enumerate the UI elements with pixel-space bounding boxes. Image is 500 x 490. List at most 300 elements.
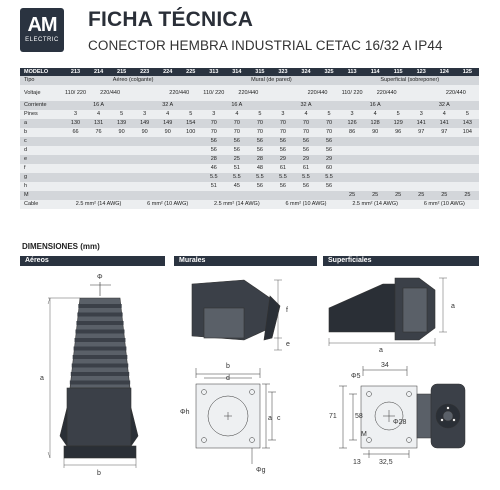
- model-cell: 123: [410, 68, 433, 76]
- table-cell: [410, 173, 433, 182]
- table-cell: [87, 155, 110, 164]
- voltaje-cell: [271, 85, 294, 101]
- table-cell: 70: [271, 128, 294, 137]
- table-cell: [179, 155, 202, 164]
- table-row-voltaje: [20, 85, 479, 101]
- table-cell: 56: [271, 146, 294, 155]
- row-label: MODELO: [20, 68, 64, 76]
- table-cell: [294, 191, 317, 200]
- row-label: M: [20, 191, 64, 200]
- table-row: [20, 173, 479, 182]
- voltaje-cell: 220/440: [433, 85, 479, 101]
- table-cell: 25: [410, 191, 433, 200]
- table-cell: 3: [410, 110, 433, 119]
- table-row: [20, 128, 479, 137]
- cable-cell: 2.5 mm² (14 AWG): [341, 200, 410, 209]
- table-cell: 5.5: [225, 173, 248, 182]
- table-cell: [110, 137, 133, 146]
- table-cell: [133, 182, 156, 191]
- dim-label-58: 58: [355, 413, 363, 420]
- table-cell: 25: [433, 191, 456, 200]
- table-cell: [64, 182, 87, 191]
- company-logo: [20, 8, 64, 52]
- table-row: [20, 164, 479, 173]
- voltaje-cell: 220/440: [294, 85, 340, 101]
- table-cell: [133, 173, 156, 182]
- corriente-cell: 32 A: [271, 101, 340, 110]
- table-cell: 48: [248, 164, 271, 173]
- table-cell: [87, 182, 110, 191]
- table-cell: [364, 182, 387, 191]
- table-cell: [156, 137, 179, 146]
- table-cell: 70: [202, 119, 225, 128]
- connector-rib: [77, 313, 122, 317]
- table-cell: 4: [433, 110, 456, 119]
- table-cell: 25: [387, 191, 410, 200]
- table-cell: [456, 155, 479, 164]
- corriente-cell: 16 A: [202, 101, 271, 110]
- dim-label-b: b: [97, 470, 101, 477]
- table-cell: 56: [271, 137, 294, 146]
- table-cell: 96: [387, 128, 410, 137]
- table-cell: 56: [294, 137, 317, 146]
- table-cell: 130: [64, 119, 87, 128]
- table-cell: 5.5: [318, 173, 341, 182]
- table-cell: [156, 164, 179, 173]
- table-cell: [364, 155, 387, 164]
- table-cell: 28: [202, 155, 225, 164]
- table-cell: [225, 191, 248, 200]
- dim-label-q: a: [451, 303, 455, 310]
- section-bar-aereos: Aéreos: [20, 256, 165, 266]
- table-row: [20, 182, 479, 191]
- table-cell: [133, 155, 156, 164]
- model-cell: 115: [387, 68, 410, 76]
- table-cell: 5: [248, 110, 271, 119]
- table-cell: 56: [248, 182, 271, 191]
- table-cell: 154: [179, 119, 202, 128]
- table-cell: 51: [225, 164, 248, 173]
- dim-label-phi-g: Φg: [256, 467, 266, 474]
- table-cell: [341, 155, 364, 164]
- table-cell: [156, 173, 179, 182]
- table-cell: [156, 182, 179, 191]
- table-cell: [179, 191, 202, 200]
- table-cell: 139: [110, 119, 133, 128]
- table-cell: 25: [456, 191, 479, 200]
- table-cell: 61: [294, 164, 317, 173]
- section-bar-superficiales: Superficiales: [323, 256, 479, 266]
- table-cell: 5: [387, 110, 410, 119]
- table-cell: 56: [318, 146, 341, 155]
- model-cell: 213: [64, 68, 87, 76]
- table-cell: 46: [202, 164, 225, 173]
- dim-label-f: f: [286, 307, 288, 314]
- table-cell: [64, 155, 87, 164]
- connector-rib: [74, 347, 127, 351]
- superficiales-drawing: [323, 268, 479, 482]
- table-cell: 70: [318, 128, 341, 137]
- connector-rib: [76, 330, 125, 334]
- table-cell: [87, 137, 110, 146]
- table-cell: [87, 146, 110, 155]
- table-cell: 56: [248, 146, 271, 155]
- voltaje-cell: 110/ 220: [341, 85, 364, 101]
- section-bar-murales: Murales: [174, 256, 317, 266]
- table-cell: [410, 146, 433, 155]
- table-cell: [248, 191, 271, 200]
- table-cell: 149: [156, 119, 179, 128]
- table-cell: 97: [433, 128, 456, 137]
- table-cell: 3: [202, 110, 225, 119]
- table-cell: 97: [410, 128, 433, 137]
- dim-label-34: 34: [381, 362, 389, 369]
- table-cell: [179, 173, 202, 182]
- table-cell: 3: [64, 110, 87, 119]
- table-cell: [410, 137, 433, 146]
- table-cell: 70: [294, 119, 317, 128]
- model-cell: 315: [248, 68, 271, 76]
- table-cell: 56: [248, 137, 271, 146]
- dim-label-b: b: [226, 363, 230, 370]
- table-cell: [433, 137, 456, 146]
- table-cell: [433, 155, 456, 164]
- table-cell: 61: [271, 164, 294, 173]
- table-cell: 90: [364, 128, 387, 137]
- voltaje-cell: 110/ 220: [202, 85, 225, 101]
- dim-label-71: 71: [329, 413, 337, 420]
- table-row: [20, 146, 479, 155]
- row-label: a: [20, 119, 64, 128]
- model-cell: 224: [156, 68, 179, 76]
- table-cell: [364, 146, 387, 155]
- table-cell: [387, 164, 410, 173]
- dim-label-phi28: Φ28: [393, 419, 407, 426]
- table-cell: 4: [156, 110, 179, 119]
- table-cell: [202, 191, 225, 200]
- dim-label-32-5: 32,5: [379, 459, 393, 466]
- table-cell: [64, 173, 87, 182]
- table-cell: [433, 182, 456, 191]
- model-cell: 323: [271, 68, 294, 76]
- table-cell: 45: [225, 182, 248, 191]
- table-cell: [410, 155, 433, 164]
- table-cell: 25: [341, 191, 364, 200]
- table-cell: 3: [341, 110, 364, 119]
- table-cell: [133, 137, 156, 146]
- table-cell: 100: [179, 128, 202, 137]
- table-cell: 56: [318, 182, 341, 191]
- connector-rib: [71, 372, 129, 376]
- table-cell: 29: [318, 155, 341, 164]
- table-cell: [364, 164, 387, 173]
- table-cell: 129: [387, 119, 410, 128]
- cable-cell: 2.5 mm² (14 AWG): [202, 200, 271, 209]
- table-cell: [341, 146, 364, 155]
- table-cell: 104: [456, 128, 479, 137]
- table-cell: [133, 191, 156, 200]
- table-cell: [364, 137, 387, 146]
- table-cell: [110, 155, 133, 164]
- table-row-tipo: [20, 76, 479, 85]
- spec-table: [20, 68, 479, 209]
- table-cell: 86: [341, 128, 364, 137]
- table-cell: [179, 146, 202, 155]
- table-cell: [387, 173, 410, 182]
- table-cell: 141: [410, 119, 433, 128]
- table-cell: [341, 137, 364, 146]
- row-label: Corriente: [20, 101, 64, 110]
- tipo-cell: Mural (de pared): [202, 76, 340, 85]
- table-cell: 126: [341, 119, 364, 128]
- table-cell: [87, 173, 110, 182]
- table-cell: 56: [318, 137, 341, 146]
- row-label: Pines: [20, 110, 64, 119]
- cable-cell: 6 mm² (10 AWG): [271, 200, 340, 209]
- table-cell: 143: [456, 119, 479, 128]
- row-label: f: [20, 164, 64, 173]
- table-cell: 25: [225, 155, 248, 164]
- table-row-cable: [20, 200, 479, 209]
- voltaje-cell: 220/440: [156, 85, 202, 101]
- row-label: Cable: [20, 200, 64, 209]
- dim-label-c: c: [277, 415, 281, 422]
- table-cell: 51: [202, 182, 225, 191]
- table-cell: 3: [271, 110, 294, 119]
- table-cell: 90: [156, 128, 179, 137]
- table-cell: [156, 191, 179, 200]
- table-cell: 5.5: [294, 173, 317, 182]
- table-cell: [133, 164, 156, 173]
- table-cell: 5: [456, 110, 479, 119]
- tipo-cell: Aéreo (colgante): [64, 76, 202, 85]
- corriente-cell: 16 A: [64, 101, 133, 110]
- model-cell: 325: [318, 68, 341, 76]
- row-label: Tipo: [20, 76, 64, 85]
- row-label: e: [20, 155, 64, 164]
- table-row-corriente: [20, 101, 479, 110]
- dim-label-13: 13: [353, 459, 361, 466]
- table-cell: [456, 137, 479, 146]
- row-label: g: [20, 173, 64, 182]
- connector-rib: [73, 355, 128, 359]
- table-cell: 149: [133, 119, 156, 128]
- table-cell: 70: [248, 128, 271, 137]
- table-cell: [456, 182, 479, 191]
- table-cell: 25: [364, 191, 387, 200]
- table-cell: [179, 164, 202, 173]
- page-subtitle: CONECTOR HEMBRA INDUSTRIAL CETAC 16/32 A IP44: [88, 38, 443, 53]
- table-cell: 66: [64, 128, 87, 137]
- model-cell: 124: [433, 68, 456, 76]
- table-cell: 5: [110, 110, 133, 119]
- model-cell: 223: [133, 68, 156, 76]
- dim-label-d: d: [226, 375, 230, 382]
- table-cell: 70: [318, 119, 341, 128]
- table-cell: [364, 173, 387, 182]
- cable-cell: 2.5 mm² (14 AWG): [64, 200, 133, 209]
- table-cell: [64, 191, 87, 200]
- table-cell: 5.5: [271, 173, 294, 182]
- connector-rib: [76, 321, 123, 325]
- aereos-drawing: [20, 268, 165, 482]
- table-cell: [410, 182, 433, 191]
- table-cell: [87, 164, 110, 173]
- cable-cell: 6 mm² (10 AWG): [133, 200, 202, 209]
- tipo-cell: Superficial (sobreponer): [341, 76, 479, 85]
- murales-drawing: [174, 268, 317, 482]
- table-cell: 5: [179, 110, 202, 119]
- corriente-cell: 32 A: [133, 101, 202, 110]
- corriente-cell: 16 A: [341, 101, 410, 110]
- model-cell: 215: [110, 68, 133, 76]
- row-label: Voltaje: [20, 85, 64, 101]
- table-cell: [110, 164, 133, 173]
- table-cell: 70: [225, 128, 248, 137]
- table-cell: 56: [294, 146, 317, 155]
- table-cell: 4: [294, 110, 317, 119]
- voltaje-cell: [133, 85, 156, 101]
- table-cell: [433, 146, 456, 155]
- model-cell: 114: [364, 68, 387, 76]
- table-cell: [64, 137, 87, 146]
- table-cell: 90: [133, 128, 156, 137]
- table-cell: [341, 164, 364, 173]
- table-cell: [387, 155, 410, 164]
- table-cell: 70: [202, 128, 225, 137]
- table-cell: 5.5: [248, 173, 271, 182]
- model-cell: 214: [87, 68, 110, 76]
- table-cell: 70: [294, 128, 317, 137]
- voltaje-cell: [410, 85, 433, 101]
- dimensions-title: DIMENSIONES (mm): [22, 242, 100, 251]
- table-cell: [318, 191, 341, 200]
- table-cell: [110, 182, 133, 191]
- model-cell: 125: [456, 68, 479, 76]
- table-cell: 4: [87, 110, 110, 119]
- table-cell: 70: [248, 119, 271, 128]
- table-cell: 76: [87, 128, 110, 137]
- logo-text: AM: [27, 14, 57, 36]
- table-cell: 29: [294, 155, 317, 164]
- table-cell: 141: [433, 119, 456, 128]
- table-cell: [433, 173, 456, 182]
- voltaje-cell: 220/440: [225, 85, 271, 101]
- table-cell: [410, 164, 433, 173]
- table-row: [20, 155, 479, 164]
- dim-label-a: a: [268, 415, 272, 422]
- table-cell: [179, 137, 202, 146]
- table-cell: [64, 164, 87, 173]
- table-row: [20, 137, 479, 146]
- table-cell: 5.5: [202, 173, 225, 182]
- table-cell: [387, 182, 410, 191]
- table-row-model: [20, 68, 479, 76]
- connector-rib: [78, 304, 121, 308]
- table-cell: 70: [271, 119, 294, 128]
- table-cell: [87, 191, 110, 200]
- table-cell: 131: [87, 119, 110, 128]
- dim-label-phi5: Φ5: [351, 373, 361, 380]
- dim-label-a: a: [379, 347, 383, 354]
- row-label: c: [20, 137, 64, 146]
- table-cell: 128: [364, 119, 387, 128]
- row-label: d: [20, 146, 64, 155]
- table-cell: [271, 191, 294, 200]
- table-cell: [156, 146, 179, 155]
- table-cell: 3: [133, 110, 156, 119]
- table-cell: 56: [271, 182, 294, 191]
- dim-label-m: M: [361, 431, 367, 438]
- table-cell: 4: [225, 110, 248, 119]
- table-cell: 70: [225, 119, 248, 128]
- table-cell: [133, 146, 156, 155]
- model-cell: 324: [294, 68, 317, 76]
- table-cell: 56: [202, 146, 225, 155]
- logo-subtext: ELECTRIC: [25, 37, 59, 43]
- table-cell: [341, 182, 364, 191]
- connector-rib: [72, 364, 129, 368]
- voltaje-cell: 220/440: [364, 85, 410, 101]
- row-label: h: [20, 182, 64, 191]
- model-cell: 314: [225, 68, 248, 76]
- connector-rib: [75, 338, 126, 342]
- dim-label-phi: Φ: [97, 274, 103, 281]
- table-cell: [110, 173, 133, 182]
- table-cell: [179, 182, 202, 191]
- voltaje-cell: 220/440: [87, 85, 133, 101]
- table-cell: [387, 146, 410, 155]
- row-label: b: [20, 128, 64, 137]
- corriente-cell: 32 A: [410, 101, 479, 110]
- table-cell: 29: [271, 155, 294, 164]
- table-row: [20, 119, 479, 128]
- dim-label-a: a: [40, 375, 44, 382]
- table-cell: [110, 146, 133, 155]
- voltaje-cell: 110/ 220: [64, 85, 87, 101]
- table-cell: 56: [202, 137, 225, 146]
- table-cell: [341, 173, 364, 182]
- cable-cell: 6 mm² (10 AWG): [410, 200, 479, 209]
- table-row: [20, 110, 479, 119]
- table-data-rows: [20, 110, 479, 200]
- table-cell: 90: [110, 128, 133, 137]
- table-cell: [433, 164, 456, 173]
- table-cell: [156, 155, 179, 164]
- table-cell: [456, 164, 479, 173]
- table-cell: [456, 146, 479, 155]
- table-cell: 60: [318, 164, 341, 173]
- table-cell: [110, 191, 133, 200]
- model-cell: 313: [202, 68, 225, 76]
- table-cell: [387, 137, 410, 146]
- dim-label-e: e: [286, 341, 290, 348]
- table-cell: [64, 146, 87, 155]
- table-cell: [456, 173, 479, 182]
- table-cell: 56: [225, 137, 248, 146]
- table-cell: 56: [294, 182, 317, 191]
- page-title: FICHA TÉCNICA: [88, 8, 254, 31]
- table-cell: 4: [364, 110, 387, 119]
- table-cell: 56: [225, 146, 248, 155]
- model-cell: 113: [341, 68, 364, 76]
- model-cell: 225: [179, 68, 202, 76]
- dim-label-phi-h: Φh: [180, 409, 190, 416]
- table-row: [20, 191, 479, 200]
- table-cell: 5: [318, 110, 341, 119]
- connector-rib: [70, 381, 130, 385]
- table-cell: 28: [248, 155, 271, 164]
